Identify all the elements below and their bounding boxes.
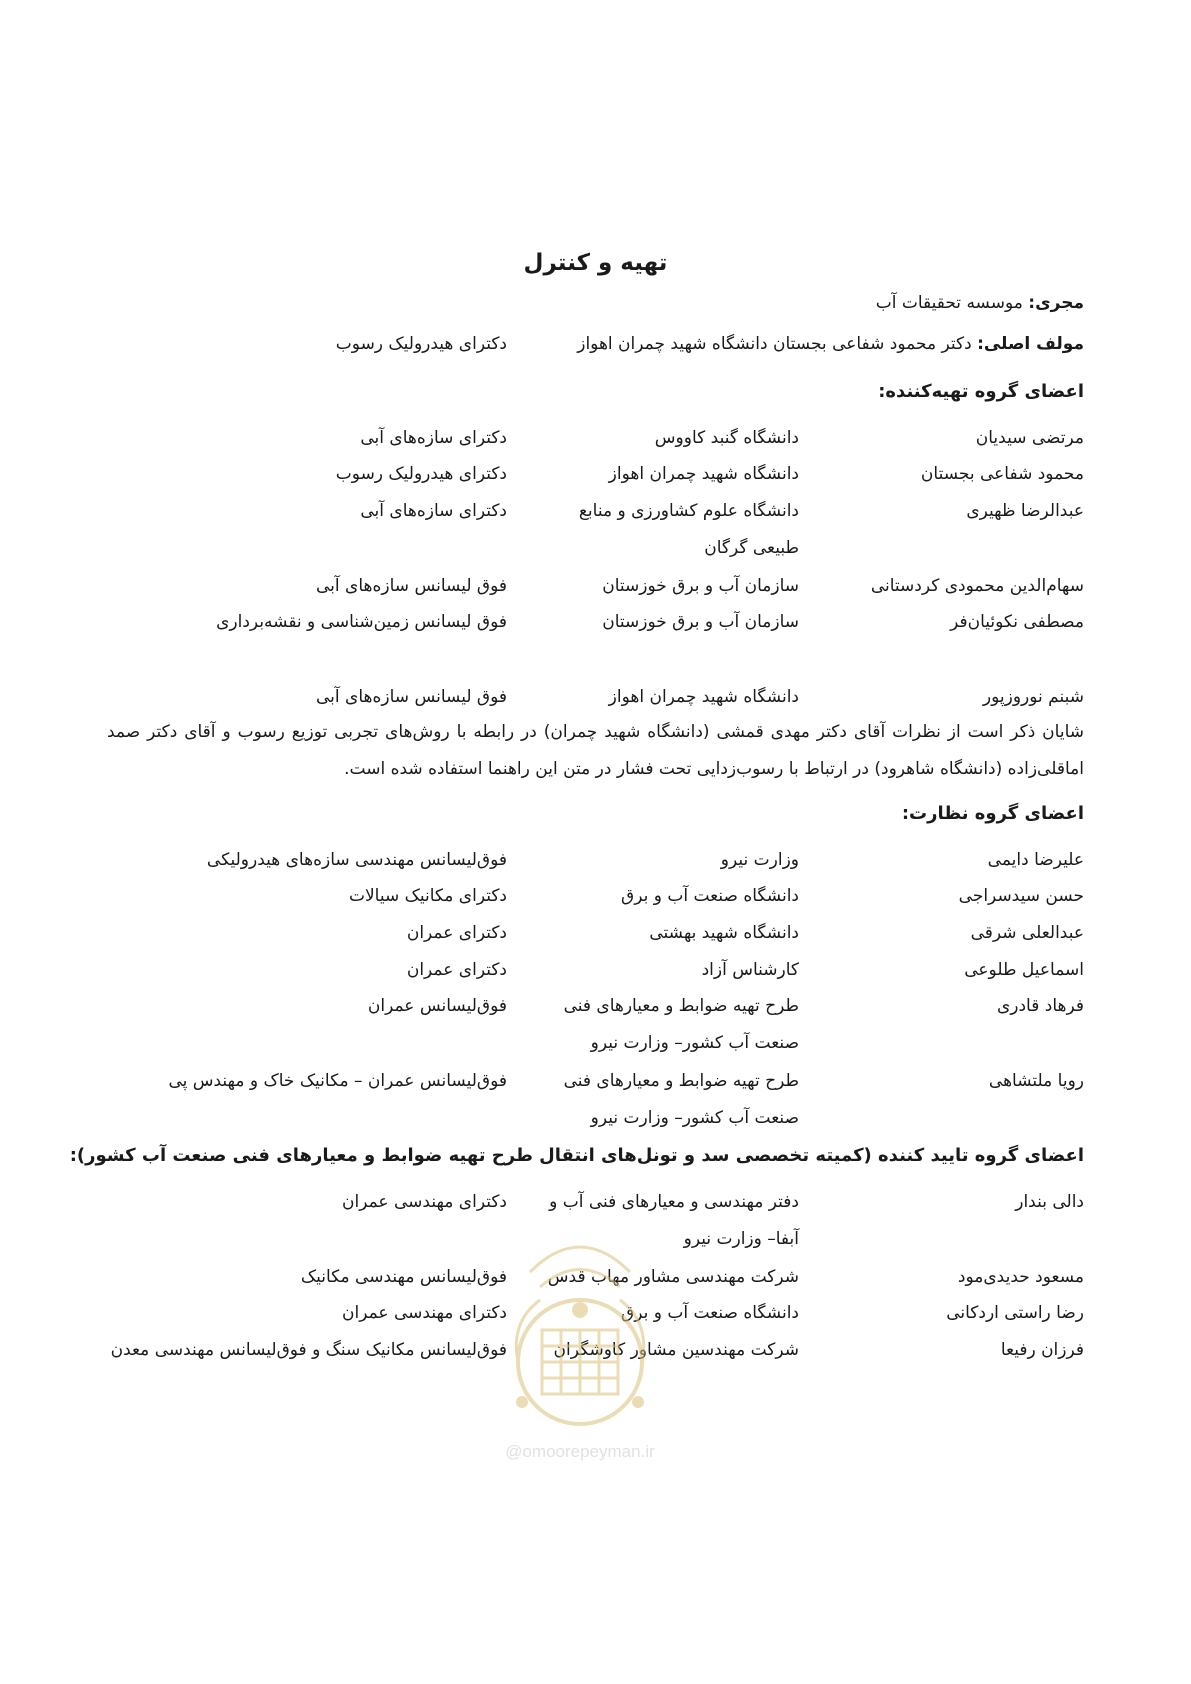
member-degree: فوق‌لیسانس مهندسی سازه‌های هیدرولیکی bbox=[206, 850, 507, 870]
member-affiliation: دانشگاه علوم کشاورزی و منابع طبیعی گرگان bbox=[578, 501, 799, 558]
member-name: محمود شفاعی بجستان bbox=[920, 464, 1084, 484]
member-affiliation: دانشگاه صنعت آب و برق bbox=[621, 1303, 799, 1323]
executor-label: مجری: bbox=[1028, 293, 1084, 313]
member-affiliation: شرکت مهندسین مشاور کاوشگران bbox=[553, 1340, 799, 1360]
member-name: فرزان رفیعا bbox=[1000, 1340, 1084, 1360]
executor-line bbox=[876, 293, 1084, 313]
page-title: تهیه و کنترل bbox=[523, 250, 668, 276]
watermark bbox=[470, 1212, 690, 1482]
member-degree: دکترای سازه‌های آبی bbox=[360, 501, 507, 521]
member-name: مصطفی نکوئیان‌فر bbox=[950, 612, 1084, 632]
supervision-group-heading: اعضای گروه نظارت: bbox=[901, 803, 1084, 824]
member-affiliation: دانشگاه شهید چمران اهواز bbox=[608, 464, 799, 484]
member-degree: دکترای عمران bbox=[406, 923, 507, 943]
member-name: مرتضی سیدیان bbox=[975, 428, 1084, 448]
watermark-site: @omoorepeyman.ir bbox=[505, 1442, 655, 1461]
main-author-label: مولف اصلی: bbox=[977, 334, 1084, 354]
main-author-name: دکتر محمود شفاعی بجستان bbox=[773, 334, 972, 354]
member-name: فرهاد قادری bbox=[996, 996, 1084, 1016]
member-degree: فوق‌لیسانس عمران bbox=[367, 996, 507, 1016]
member-name: مسعود حدیدی‌مود bbox=[957, 1267, 1084, 1287]
member-affiliation: دانشگاه شهید چمران اهواز bbox=[608, 687, 799, 707]
member-degree: فوق لیسانس سازه‌های آبی bbox=[316, 687, 507, 707]
member-name: عبدالرضا ظهیری bbox=[966, 501, 1084, 521]
acknowledgement-note: شایان ذکر است از نظرات آقای دکتر مهدی قمشی (دانشگاه شهید چمران) در رابطه با روش‌های تجربی توزیع رسوب و آقای دکتر صمد اماقلی‌زاده (دانشگاه شاهرود) در ارتباط با رسوب‌زدایی تحت فشار در متن این راهنما استفاده شده است. bbox=[107, 722, 1084, 779]
member-name: علیرضا دایمی bbox=[987, 850, 1084, 870]
member-affiliation: کارشناس آزاد bbox=[701, 960, 799, 980]
member-affiliation: دفتر مهندسی و معیارهای فنی آب و آبفا– وزارت نیرو bbox=[549, 1192, 799, 1249]
member-degree: دکترای مهندسی عمران bbox=[342, 1192, 507, 1212]
member-degree: فوق لیسانس سازه‌های آبی bbox=[316, 576, 507, 596]
main-author-name-cell bbox=[577, 326, 1084, 363]
member-name: عبدالعلی شرقی bbox=[970, 923, 1084, 943]
member-affiliation: سازمان آب و برق خوزستان bbox=[602, 576, 799, 596]
member-name: اسماعیل طلوعی bbox=[964, 960, 1084, 980]
main-author-degree: دکترای هیدرولیک رسوب bbox=[335, 334, 507, 354]
member-name: شبنم نوروزپور bbox=[982, 687, 1084, 707]
institution-seal-icon bbox=[470, 1212, 690, 1437]
prep-group-heading: اعضای گروه تهیه‌کننده: bbox=[878, 381, 1084, 402]
member-degree: دکترای سازه‌های آبی bbox=[360, 428, 507, 448]
member-name: حسن سیدسراجی bbox=[958, 886, 1084, 906]
member-affiliation: دانشگاه صنعت آب و برق bbox=[621, 886, 799, 906]
member-degree: فوق‌لیسانس مهندسی مکانیک bbox=[300, 1267, 507, 1287]
member-affiliation: سازمان آب و برق خوزستان bbox=[602, 612, 799, 632]
member-degree: فوق لیسانس زمین‌شناسی و نقشه‌برداری bbox=[216, 612, 507, 632]
member-degree: دکترای مکانیک سیالات bbox=[348, 886, 507, 906]
approval-group-heading: اعضای گروه تایید کننده (کمیته تخصصی سد و تونل‌های انتقال طرح تهیه ضوابط و معیارهای فنی صنعت آب کشور): bbox=[69, 1145, 1084, 1166]
executor-value: موسسه تحقیقات آب bbox=[875, 293, 1023, 313]
member-degree: دکترای مهندسی عمران bbox=[342, 1303, 507, 1323]
member-affiliation: دانشگاه شهید بهشتی bbox=[649, 923, 799, 943]
main-author-affiliation: دانشگاه شهید چمران اهواز bbox=[577, 334, 768, 354]
member-name: رضا راستی اردکانی bbox=[946, 1303, 1084, 1323]
member-name: سهام‌الدین محمودی کردستانی bbox=[870, 576, 1084, 596]
member-degree: فوق‌لیسانس عمران – مکانیک خاک و مهندس پی bbox=[168, 1071, 507, 1091]
member-affiliation: طرح تهیه ضوابط و معیارهای فنی صنعت آب کشور– وزارت نیرو bbox=[563, 1071, 799, 1128]
member-affiliation: وزارت نیرو bbox=[720, 850, 799, 870]
member-degree: دکترای عمران bbox=[406, 960, 507, 980]
member-affiliation: شرکت مهندسی مشاور مهاب قدس bbox=[547, 1267, 799, 1287]
member-name: رویا ملتشاهی bbox=[988, 1071, 1084, 1091]
member-affiliation: دانشگاه گنبد کاووس bbox=[654, 428, 799, 448]
member-name: دالی بندار bbox=[1015, 1192, 1084, 1212]
member-affiliation: طرح تهیه ضوابط و معیارهای فنی صنعت آب کشور– وزارت نیرو bbox=[563, 996, 799, 1053]
member-degree: دکترای هیدرولیک رسوب bbox=[335, 464, 507, 484]
member-degree: فوق‌لیسانس مکانیک سنگ و فوق‌لیسانس مهندسی معدن bbox=[110, 1340, 507, 1360]
